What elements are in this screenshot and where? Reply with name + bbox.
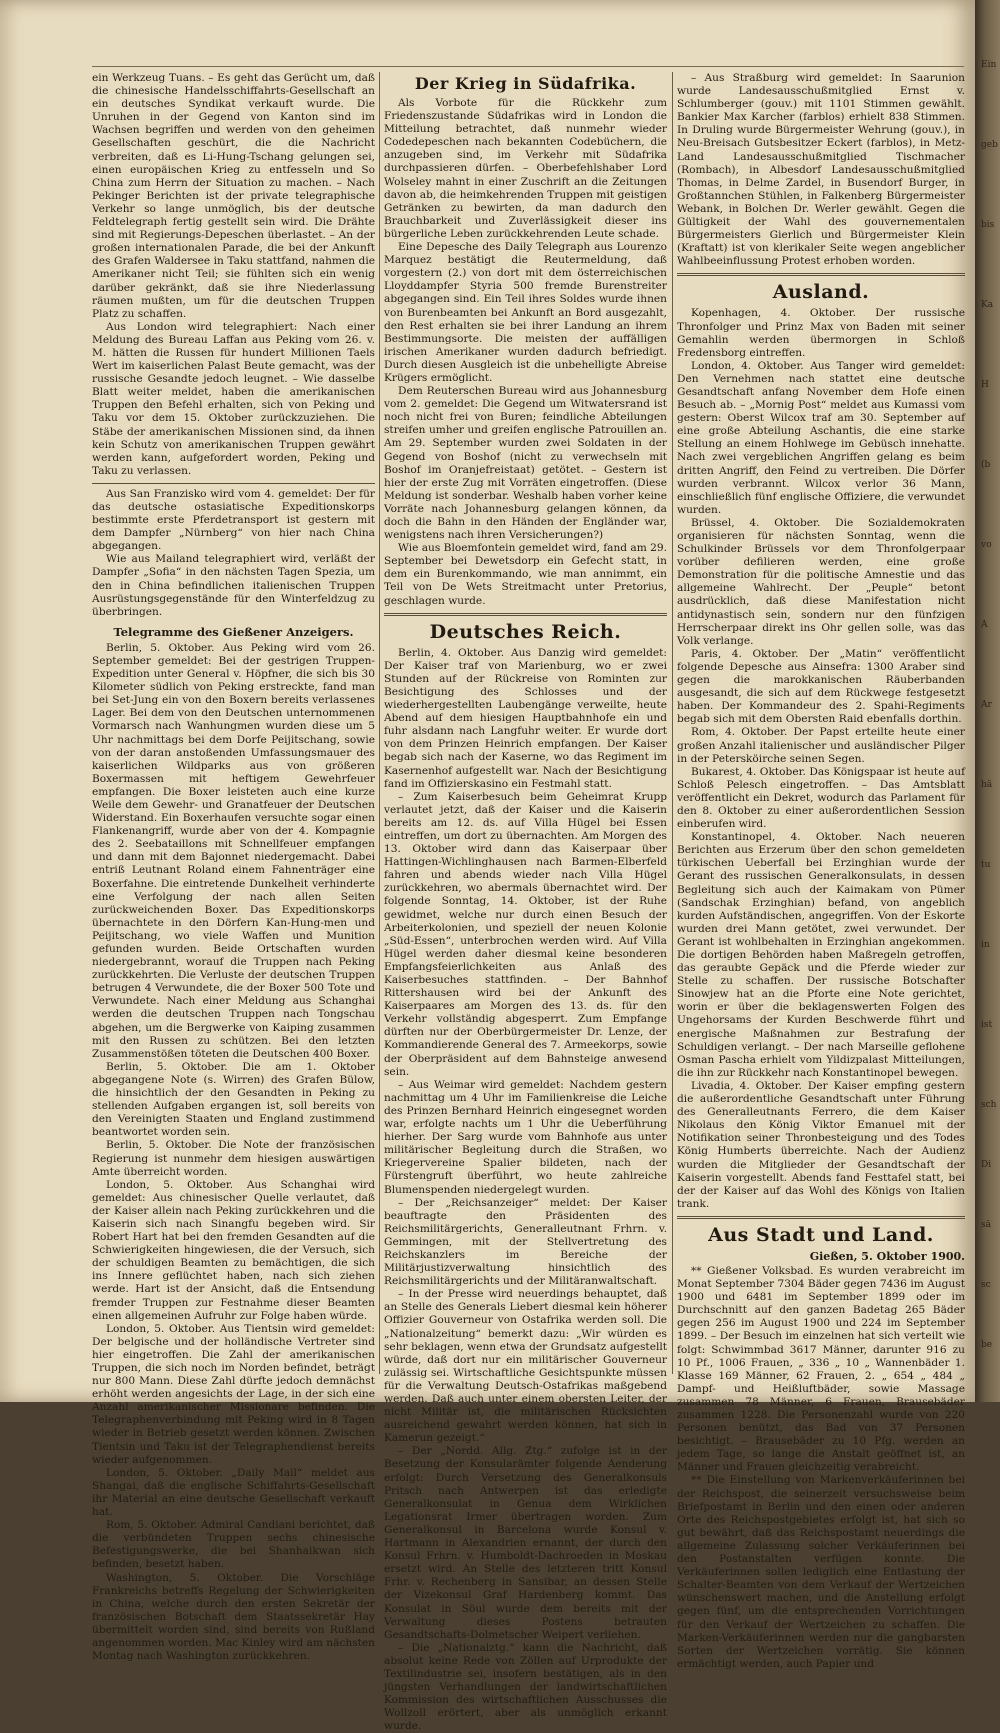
col2-paragraph-2: Eine Depesche des Daily Telegraph aus Lourenzo Marquez bestätigt die Reutermeldung, daß vorgestern (2.) von dort mit dem österreichischen Lloyddampfer Styria 500 fremde Burenstreiter abgegangen sind. Ein Teil ihres Soldes wurde ihnen von Burenbeamten bei Ankunft an Bord ausgezahlt, den Rest erhalten sie bei ihrer Landung an ihrem Bestimmungsorte. Die meisten der auffälligen irischen Amerikaner wurden dadurch befriedigt. Durch diesen Ausgleich ist die unbehelligte Abreise Krügers ermöglicht. <box>384 241 667 384</box>
gutter-text-3: Ka <box>981 300 994 310</box>
gutter-text-17: be <box>981 1340 993 1350</box>
col1-paragraph-5: Berlin, 5. Oktober. Aus Peking wird vom 26. September gemeldet: Bei der gestrigen Truppen-Expedition unter General v. Höpfner, die sich bis 30 Kilometer südlich von Peking erstreckte, fand man bei Set-Jung ein von den Boxern bereits verlassenes Lager. Bei dem von den Deutschen unternommenen Vormarsch nach Wanhungmen wurden diese um 5 Uhr nachmittags bei dem Dorfe Peijitschang, sowie von der daran anstoßenden Umfassungsmauer des kaiserlichen Wildparks aus von größeren Boxermassen mit heftigem Gewehrfeuer empfangen. Die Boxer leisteten auch eine kurze Weile dem Gewehr- und Granatfeuer der Deutschen Widerstand. Ein Boxerhaufen versuchte sogar einen Flankenangriff, wurde aber von der 4. Kompagnie des 2. Seebataillons mit Schnellfeuer empfangen und dann mit dem Bajonnet niedergemacht. Dabei entriß Leutnant Roland einem Fahnenträger eine Boxerfahne. Die eintretende Dunkelheit verhinderte eine Verfolgung der nach allen Seiten zurückweichenden Boxer. Das Expeditionskorps übernachtete in den Dörfern Kan-Hung-men und Peijitschang, wo viele Waffen und Munition gefunden wurden. Beide Ortschaften wurden niedergebrannt, worauf die Truppen nach Peking zurückkehrten. Die Verluste der deutschen Truppen betrugen 4 Verwundete, die der Boxer 500 Tote und Verwundete. Nach einer Meldung aus Schanghai werden die deutschen Truppen nach Tongschau abgehen, um die Bergwerke von Kaiping zusammen mit den Russen zu schützen. Bei den letzten Zusammenstößen töteten die Deutschen 400 Boxer. <box>92 641 375 1060</box>
col3-dateline: Gießen, 5. Oktober 1900. <box>809 1249 965 1263</box>
col3-heading-stadt-und-land: Aus Stadt und Land. <box>708 1223 934 1246</box>
col3-paragraph-6: Rom, 4. Oktober. Der Papst erteilte heute einer großen Anzahl italienischer und ausländischer Pilger in der Petersköirche seinen Segen. <box>677 726 965 765</box>
faded-masthead-bleed <box>92 40 962 62</box>
gutter-text-0: Ein <box>981 60 997 70</box>
gutter-text-15: sä <box>981 1220 991 1230</box>
gutter-text-9: hä <box>981 780 993 790</box>
col1-paragraph-9: London, 5. Oktober. Aus Tientsin wird gemeldet: Der belgische und der holländische Vertreter sind hier eingetroffen. Die Zahl der amerikanischen Truppen, die sich noch im Norden befindet, beträgt nur 800 Mann. Diese Zahl dürfte jedoch demnächst erhöht werden angesichts der Lage, in der sich eine Anzahl amerikanischer Missionare befinden. Die Telegraphenverbindung mit Peking wird in 8 Tagen wieder in Betrieb gesetzt werden können. Zwischen Tientsin und Taku ist der Telegraphendienst bereits wieder aufgenommen. <box>92 1322 375 1466</box>
col3-paragraph-10: ** Gießener Volksbad. Es wurden verabreicht im Monat September 7304 Bäder gegen 7436 im August 1900 und 6481 im September 1899 oder im Durchschnitt auf den ganzen Badetag 265 Bäder gegen 256 im August 1900 und 224 im September 1899. – Der Besuch im einzelnen hat sich verteilt wie folgt: Schwimmbad 3617 Männer, darunter 916 zu 10 Pf., 1006 Frauen, „ 336 „ 10 „ Wannenbäder 1. Klasse 169 Männer, 62 Frauen, 2. „ 654 „ 484 „ Dampf- und Heißluftbäder, sowie Massage zusammen 78 Männer, 6 Frauen, Brausebäder zusammen 1228. Die Personenzahl wurde von 220 Personen benützt, das Bad von 37 Personen besichtigt. – Brausebäder zu 10 Pfg. werden an jedem Tage, so lange die Anstalt geöffnet ist, an Männer und Frauen gleichzeitig verabreicht. <box>677 1264 965 1474</box>
col2-heading-deutsches-reich: Deutsches Reich. <box>429 620 622 643</box>
col1-section-heading: Telegramme des Gießener Anzeigers. <box>113 624 354 639</box>
col3-paragraph-7: Bukarest, 4. Oktober. Das Königspaar ist heute auf Schloß Pelesch eingetroffen. – Das Amtsblatt veröffentlicht ein Dekret, wodurch das Parlament für den 8. Oktober zu einer außerordentlichen Session einberufen wird. <box>677 765 965 831</box>
gutter-text-16: sc <box>981 1280 991 1290</box>
col2-rule-1 <box>384 613 667 616</box>
col3-paragraph-11: ** Die Einstellung von Markenverkäuferinnen bei der Reichspost, die seinerzeit versuchsweise beim Briefpostamt in Berlin und den einen oder anderen Orte des Reichspostgebietes erfolgt ist, hat sich so gut bewährt, daß das Reichspostamt neuerdings die allgemeine Zulassung solcher Verkäuferinnen bei den Postanstalten verfügen konnte. Die Verkäuferinnen sollen lediglich eine Entlastung der Schalter-Beamten von dem Verkauf der Wertzeichen wünschenswert machen, und die Anstellung erfolgt gegen fünf, um die entsprechenden Vorrichtungen für den Verkauf der Wertzeichen zu schaffen. Die Marken-Verkäuferinnen werden nur die gangbarsten Sorten der Wertzeichen vorrätig. Sie können ermächtigt werden, auch Papier und <box>677 1474 965 1670</box>
col2-paragraph-6: – Zum Kaiserbesuch beim Geheimrat Krupp verlautet jetzt, daß der Kaiser und die Kaiserin bereits am 12. ds. auf Villa Hügel bei Essen eintreffen, um dort zu übernachten. Am Morgen des 13. Oktober wird dann das Kaiserpaar über Hattingen-Wichlinghausen nach Barmen-Elberfeld fahren und abends wieder nach Villa Hügel zurückkehren, wo abermals übernachtet wird. Der folgende Sonntag, 14. Oktober, ist der Ruhe gewidmet, welche nur durch einen Besuch der Arbeiterkolonien, und speziell der neuen Kolonie „Süd-Essen“, unterbrochen werden wird. Auf Villa Hügel werden daher diesmal keine besonderen Empfangsfeierlichkeiten aus Anlaß des Kaiserbesuches stattfinden. – Der Bahnhof Rittershausen wird bei der Ankunft des Kaiserpaares am Morgen des 13. ds. für den Verkehr vollständig abgesperrt. Zum Empfange dürften nur der Oberbürgermeister Dr. Lenze, der Kommandierende General des 7. Armeekorps, sowie der Oberpräsident auf dem Bahnsteige anwesend sein. <box>384 790 667 1078</box>
col1-paragraph-3: Aus San Franzisko wird vom 4. gemeldet: Der für das deutsche ostasiatische Expeditionskorps bestimmte erste Pferdetransport ist gestern mit dem Dampfer „Nürnberg“ von hier nach China abgegangen. <box>92 487 375 553</box>
gutter-text-7: A <box>981 620 988 630</box>
col1-paragraph-2: Aus London wird telegraphiert: Nach einer Meldung des Bureau Laffan aus Peking vom 26. v. M. hätten die Russen für hundert Millionen Taels Wert im kaiserlichen Palast Beute gemacht, was der russische Gesandte jedoch leugnet. – Wie dasselbe Blatt weiter meldet, haben die amerikanischen Truppen den Befehl erhalten, sich von Peking und Taku vor dem 15. Oktober zurückzuziehen. Die Stäbe der amerikanischen Missionen sind, da ihnen kein Schutz von amerikanischen Truppen gewährt werden kann, aufgefordert worden, Peking und Taku zu verlassen. <box>92 320 375 477</box>
book-gutter-next-page <box>975 0 1000 1402</box>
col3-paragraph-9: Livadia, 4. Oktober. Der Kaiser empfing gestern die außerordentliche Gesandtschaft unter Führung des Generalleutnants Ferrero, die dem Kaiser Nikolaus den König Viktor Emanuel mit der Notifikation seiner Thronbesteigung und des Todes König Humberts überreichte. Nach der Audienz wurden die Mitglieder der Gesandtschaft der Kaiserin vorgestellt. Abends fand Festtafel statt, bei der der Kaiser auf das Wohl des Königs von Italien trank. <box>677 1079 965 1210</box>
gutter-text-2: bis <box>981 220 995 230</box>
col2-heading-suedafrika: Der Krieg in Südafrika. <box>414 74 637 93</box>
col1-rule-1 <box>92 483 375 484</box>
col2-paragraph-3: Dem Reuterschen Bureau wird aus Johannesburg vom 2. gemeldet: Die Gegend um Witwatersrand ist noch nicht frei von Buren; feindliche Abteilungen streifen umher und greifen englische Patrouillen an. Am 29. September wurden zwei Soldaten in der Gegend von Boshof (nicht zu verwechseln mit Boshof im Oranjefreistaat) getötet. – Gestern ist hier der erste Zug mit Vorräten eingetroffen. (Diese Meldung ist sonderbar. Weshalb haben vorher keine Vorräte nach Johannesburg gelangen können, da doch die Bahn in den Händen der Engländer war, wenigstens nach ihren Versicherungen?) <box>384 385 667 542</box>
col2-paragraph-8: – Der „Reichsanzeiger“ meldet: Der Kaiser beauftragte den Präsidenten des Reichsmilitärgerichts, Generalleutnant Frhrn. v. Gemmingen, mit der Stellvertretung des Reichskanzlers im Bereiche der Militärjustizverwaltung hinsichtlich des Reichsmilitärgerichts und der Militäranwaltschaft. <box>384 1196 667 1288</box>
column-3 <box>677 72 965 1670</box>
col3-paragraph-1: – Aus Straßburg wird gemeldet: In Saarunion wurde Landesausschußmitglied Ernst v. Schlumberger (gouv.) mit 1101 Stimmen gewählt. Bankier Max Karcher (farblos) erhielt 838 Stimmen. In Druling wurde Bürgermeister Wehrung (gouv.), in Neu-Breisach Gutsbesitzer Eckert (farblos), in Metz-Land Landesausschußmitglied Tischmacher (Rombach), in Albesdorf Landesausschußmitglied Thomas, in Delme Zardel, in Busendorf Burger, in Großtannchen Stühlen, in Falkenberg Bürgermeister Webank, in Bolchen Dr. Werler gewählt. Gegen die Gültigkeit der Wahl des gouvernementalen Bürgermeisters Gierlich und Bürgermeister Klein (Kraftatt) ist von klerikaler Seite wegen angeblicher Wahlbeeinflussung Protest erhoben worden. <box>677 72 965 268</box>
gutter-text-4: H <box>981 380 989 390</box>
col3-heading-ausland: Ausland. <box>772 281 870 304</box>
gutter-text-8: Ar <box>981 700 992 710</box>
gutter-text-1: geb <box>981 140 998 150</box>
col1-paragraph-6: Berlin, 5. Oktober. Die am 1. Oktober abgegangene Note (s. Wirren) des Grafen Bülow, die hinsichtlich der den Gesandten in Peking zu stellenden Aufgaben ergangen ist, soll bereits von den Vereinigten Staaten und England zustimmend beantwortet worden sein. <box>92 1060 375 1139</box>
col3-paragraph-3: London, 4. Oktober. Aus Tanger wird gemeldet: Den Vernehmen nach stattet eine deutsche Gesandtschaft anfang November dem Hofe einen Besuch ab. – „Mornig Post“ meldet aus Kumassi vom gestern: Oberst Wilcox traf am 30. September auf eine große Abteilung Aschantis, die eine starke Stellung an einem Hohlwege im Gebüsch innehatte. Nach zwei vergeblichen Angriffen gelang es beim dritten Angriff, den Feind zu vertreiben. Die Dörfer wurden verbrannt. Wilcox verlor 36 Mann, einschließlich fünf englische Offiziere, die verwundet wurden. <box>677 359 965 516</box>
col3-paragraph-5: Paris, 4. Oktober. Der „Matin“ veröffentlicht folgende Depesche aus Ainsefra: 1300 Araber sind gegen die marokkanischen Räuberbanden ausgesandt, die sich auf dem Rückwege festgesetzt haben. Der Kommandeur des 2. Spahi-Regiments begab sich mit dem Obersten Raid ebenfalls dorthin. <box>677 647 965 726</box>
col1-paragraph-10: London, 5. Oktober. „Daily Mail“ meldet aus Shangai, daß die englische Schiffahrts-Gesellschaft ihr Material an eine deutsche Gesellschaft verkauft hat. <box>92 1466 375 1519</box>
gutter-text-11: in <box>981 940 990 950</box>
top-rule <box>92 66 964 67</box>
column-1 <box>92 72 375 1663</box>
col3-rule-2 <box>677 1216 965 1219</box>
col1-paragraph-7: Berlin, 5. Oktober. Die Note der französischen Regierung ist nunmehr dem hiesigen auswärtigen Amte überreicht worden. <box>92 1139 375 1178</box>
col2-paragraph-11: – Die „Nationalztg.“ kann die Nachricht, daß absolut keine Rede von Zöllen auf Urprodukte der Textilindustrie sei, insofern bestätigen, als in den jüngsten Verhandlungen der landwirtschaftlichen Kommission des wirtschaftlichen Ausschusses die Wollzoll erörtert, aber als unmöglich erkannt wurde. <box>384 1641 667 1733</box>
gutter-text-10: tu <box>981 860 991 870</box>
gutter-text-12: ist <box>981 1020 993 1030</box>
col2-paragraph-7: – Aus Weimar wird gemeldet: Nachdem gestern nachmittag um 4 Uhr im Familienkreise die Leiche des Prinzen Bernhard Heinrich eingesegnet worden war, erfolgte nachts um 1 Uhr die Ueberführung hierher. Der Sarg wurde vom Bahnhofe aus unter militärischer Begleitung durch die Straßen, wo Kriegervereine Spalier bildeten, nach der Fürstengruft überführt, wo heute zahlreiche Blumenspenden niedergelegt wurden. <box>384 1078 667 1196</box>
col3-paragraph-4: Brüssel, 4. Oktober. Die Sozialdemokraten organisieren für nächsten Sonntag, wenn die Schulkinder Brüssels vor dem Thronfolgerpaar vorüber defilieren werden, eine große Demonstration für die politische Amnestie und das allgemeine Wahlrecht. Der „Peuple“ betont ausdrücklich, daß diese Manifestation nicht antidynastisch sein, sondern nur den fünfzigen Herrscherpaar direkt ins Ohr gellen solle, was das Volk verlange. <box>677 516 965 647</box>
col3-paragraph-2: Kopenhagen, 4. Oktober. Der russische Thronfolger und Prinz Max von Baden mit seiner Gemahlin werden übermorgen in Schloß Fredensborg eintreffen. <box>677 307 965 359</box>
col1-paragraph-1: ein Werkzeug Tuans. – Es geht das Gerücht um, daß die chinesische Handelsschiffahrts-Gesellschaft an ein deutsches Syndikat verkauft wurde. Die Unruhen in der Gegend von Kanton sind im Wachsen begriffen und werden von den geheimen Gesellschaften geschürt, die die Nachricht verbreiten, daß es Li-Hung-Tschang gelungen sei, einen europäischen Krieg zu entfesseln und So China zum Herrn der Situation zu machen. – Nach Pekinger Berichten ist der private telegraphische Verkehr so lange unmöglich, bis der deutsche Feldtelegraph fertig gestellt sein wird. Die Drähte sind mit Regierungs-Depeschen überlastet. – An der großen internationalen Parade, die bei der Ankunft des Grafen Waldersee in Taku stattfand, nahmen die Amerikaner nicht Teil; sie fühlten sich ein wenig darüber gekränkt, daß sie ihre Niederlassung räumen mußten, um für die deutschen Truppen Platz zu schaffen. <box>92 72 375 320</box>
gutter-text-6: vo <box>981 540 992 550</box>
col2-paragraph-5: Berlin, 4. Oktober. Aus Danzig wird gemeldet: Der Kaiser traf von Marienburg, wo er zwei Stunden auf der Rückreise von Rominten zur Besichtigung des Schlosses und der wiederhergestellten Laubengänge verweilte, heute Abend auf dem hiesigen Hauptbahnhofe ein und fuhr alsdann nach Langfuhr weiter. Er wurde dort von dem Prinzen Heinrich empfangen. Der Kaiser begab sich nach der Kaserne, wo das Regiment im Kasernenhof aufgestellt war. Nach der Besichtigung fand im Offizierskasino ein Festmahl statt. <box>384 646 667 790</box>
gutter-text-14: Di <box>981 1160 992 1170</box>
col1-paragraph-11: Rom, 5. Oktober. Admiral Candiani berichtet, daß die verbündeten Truppen sechs chinesische Befestigungswerke, die bei Shanhaikwan sich befinden, besetzt haben. <box>92 1519 375 1571</box>
col2-paragraph-4: Wie aus Bloemfontein gemeldet wird, fand am 29. September bei Dewetsdorp ein Gefecht statt, in dem ein Burenkommando, wie man annimmt, ein Teil von De Wets Streitmacht unter Pretorius, geschlagen wurde. <box>384 542 668 607</box>
col3-rule-1 <box>677 273 965 276</box>
gutter-text-13: sch <box>981 1100 997 1110</box>
col2-paragraph-1: Als Vorbote für die Rückkehr zum Friedenszustande Südafrikas wird in London die Mitteilung betrachtet, daß nunmehr wieder Codedepeschen nach bekannten Codebüchern, die anzugeben sind, im Verkehr mit Südafrika durchpassieren dürfen. – Oberbefehlshaber Lord Wolseley mahnt in einer Zuschrift an die Zeitungen davon ab, die heimkehrenden Truppen mit geistigen Getränken zu bewirten, da man dadurch den Brauchbarkeit und Zuverlässigkeit dieser ins bürgerliche Leben zurückkehrenden Leute schade. <box>384 97 667 240</box>
column-2 <box>384 72 668 1733</box>
col2-paragraph-10: – Der „Nordd. Allg. Ztg.“ zufolge ist in der Besetzung der Konsularämter folgende Aenderung erfolgt: Durch Versetzung des Generalkonsuls Pritsch nach Antwerpen ist das erledigte Generalkonsulat in Genua dem Wirklichen Legationsrat Irmer übertragen worden. Zum Generalkonsul in Barcelona wurde Konsul v. Hartmann in Alexandrien ernannt, der durch den Konsul Frhrn. v. Humboldt-Dachroeden in Moskau ersetzt wird. An Stelle des letzteren tritt Konsul Frhr. v. Rechenberg in Sansibar, an dessen Stelle der Vizekonsul Graf Hardenberg kommt. Das Konsulat in Söul wurde dem bereits mit der Verwaltung dieses Postens betrauten Gesandtschafts-Dolmetscher Weipert verliehen. <box>384 1445 667 1641</box>
col1-paragraph-4: Wie aus Mailand telegraphiert wird, verläßt der Dampfer „Sofia“ in den nächsten Tagen Spezia, um den in China befindlichen italienischen Truppen Ausrüstungsgegenstände für den Winterfeldzug zu überbringen. <box>92 553 375 618</box>
col1-paragraph-8: London, 5. Oktober. Aus Schanghai wird gemeldet: Aus chinesischer Quelle verlautet, daß der Kaiser allein nach Peking zurückkehren und die Kaiserin sich nach Sinangfu begeben wird. Sir Robert Hart hat bei den fremden Gesandten auf die Schwierigkeiten hingewiesen, die der Versuch, sich der schuldigen Beamten zu bemächtigen, die sich ins Innere geflüchtet haben, nach sich ziehen werde. Hart ist der Ansicht, daß die Entsendung fremder Truppen zur Festnahme dieser Beamten einen allgemeinen Aufruhr zur Folge haben würde. <box>92 1178 375 1322</box>
column-separator-2 <box>672 72 673 1374</box>
column-separator-1 <box>379 72 380 1374</box>
col1-paragraph-12: Washington, 5. Oktober. Die Vorschläge Frankreichs betreffs Regelung der Schwierigkeiten in China, welche durch den ersten Sekretär der französischen Botschaft dem Staatssekretär Hay übermittelt worden sind, sind bereits von Rußland angenommen worden. Mac Kinley wird am nächsten Montag nach Washington zurückkehren. <box>92 1571 375 1663</box>
col2-paragraph-9: – In der Presse wird neuerdings behauptet, daß an Stelle des Generals Liebert diesmal kein höherer Offizier Gouverneur von Ostafrika werden soll. Die „Nationalzeitung“ bemerkt dazu: „Wir würden es sehr beklagen, wenn etwa der Grundsatz aufgestellt würde, daß dort nur ein militärischer Gouverneur zulässig sei. Wirtschaftliche Gesichtspunkte müssen für die Verwaltung Deutsch-Ostafrikas maßgebend werden. Daß auch unter einem obersten Leiter, der nicht Militär ist, die militärischen Rücksichten ausreichend gewahrt werden können, hat sich in Kamerun gezeigt.“ <box>384 1288 667 1445</box>
gutter-text-5: (b <box>981 460 991 470</box>
col3-paragraph-8: Konstantinopel, 4. Oktober. Nach neueren Berichten aus Erzerum über den schon gemeldeten türkischen Ueberfall bei Erzinghian wurde der Gerant des russischen Generalkonsulats, in dessen Begleitung sich auch der Kaimakam von Pümer (Sandschak Erzinghian) befand, von angeblich kurden Aufständischen, angegriffen. Von der Eskorte wurden drei Mann getötet, zwei verwundet. Der Gerant ist wohlbehalten in Erzinghian angekommen. Die dortigen Behörden haben Maßregeln getroffen, das geraubte Gepäck und die Pferde wieder zur Stelle zu schaffen. Der russische Botschafter Sinowjew hat an die Pforte eine Note gerichtet, worin er über die beklagenswerten Folgen des Ungehorsams der Kurden Beschwerde führt und energische Maßnahmen zur Bestrafung der Schuldigen verlangt. – Der nach Marseille geflohene Osman Pascha erhielt vom Yildizpalast Mitteilungen, die ihn zur Rückkehr nach Konstantinopel bewegen. <box>677 831 965 1079</box>
